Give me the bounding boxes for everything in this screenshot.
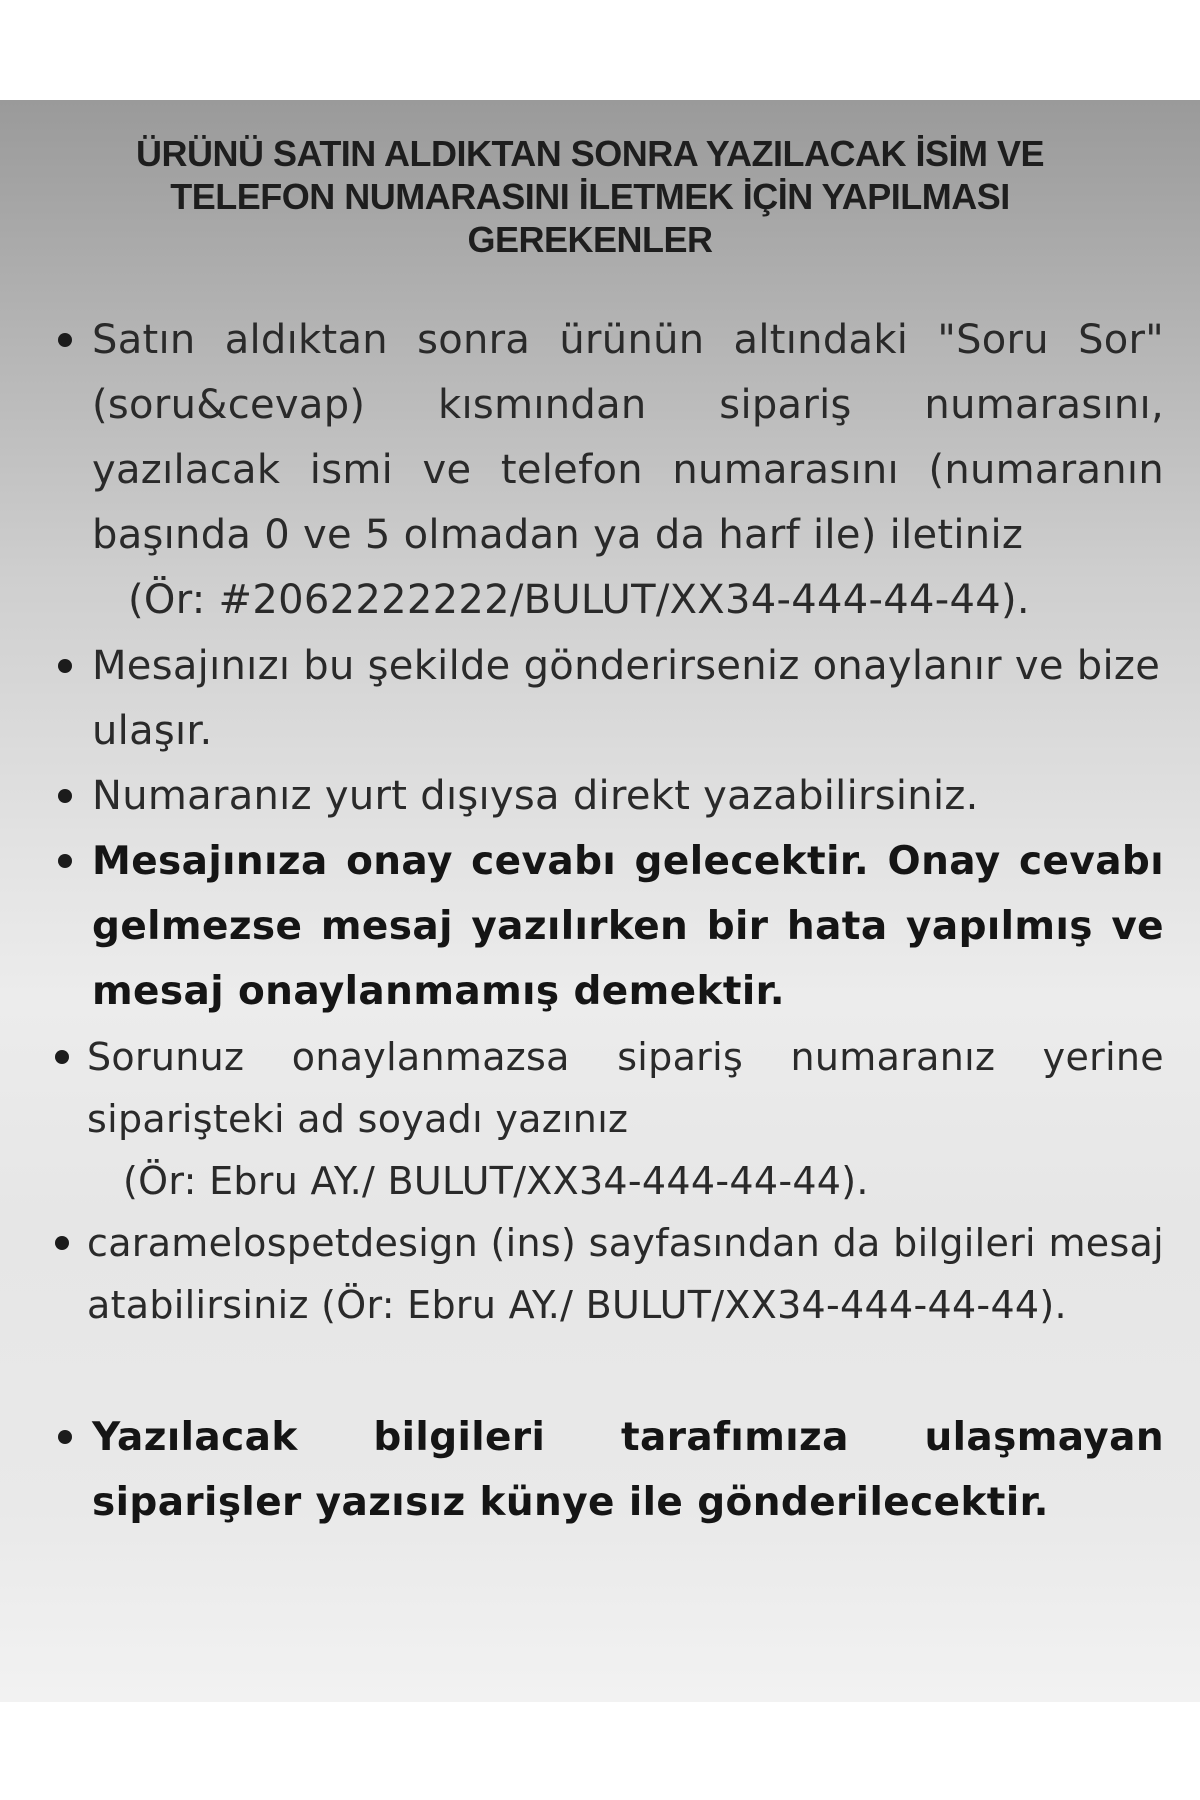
bullet-icon bbox=[58, 789, 72, 803]
list-item-text bbox=[92, 308, 1164, 633]
item-7-text: Yazılacak bilgileri tarafımıza ulaşmayan siparişler yazısız künye ile gönderilecektir. bbox=[92, 1415, 1164, 1525]
item-1-text: Satın aldıktan sonra ürünün altındaki "Soru Sor" (soru&cevap) kısmından sipariş numarasını, yazılacak ismi ve telefon numarasını (numaranın başında 0 ve 5 olmadan ya da harf ile) iletiniz bbox=[92, 317, 1164, 558]
item-4-text: Mesajınıza onay cevabı gelecektir. Onay cevabı gelmezse mesaj yazılırken bir hata yapılmış ve mesaj onaylanmamış demektir. bbox=[92, 839, 1164, 1014]
item-6-text: caramelospetdesign (ins) sayfasından da bilgileri mesaj atabilirsiniz (Ör: Ebru AY./ BULUT/XX34-444-44-44). bbox=[87, 1221, 1164, 1327]
item-5-text: Sorunuz onaylanmazsa sipariş numaranız yerine siparişteki ad soyadı yazınız bbox=[87, 1035, 1164, 1141]
item-3-text: Numaranız yurt dışıysa direkt yazabilirsiniz. bbox=[92, 773, 979, 819]
bullet-icon bbox=[58, 659, 72, 673]
page-title: ÜRÜNÜ SATIN ALDIKTAN SONRA YAZILACAK İSİM VE TELEFON NUMARASINI İLETMEK İÇİN YAPILMASI GEREKENLER bbox=[135, 133, 1045, 260]
bullet-icon bbox=[55, 1236, 69, 1250]
list-item-text bbox=[87, 1026, 1164, 1212]
item-2-text: Mesajınızı bu şekilde gönderirseniz onaylanır ve bize ulaşır. bbox=[92, 643, 1161, 754]
item-1-example: (Ör: #2062222222/BULUT/XX34-444-44-44). bbox=[128, 577, 1030, 623]
bullet-icon bbox=[55, 1050, 69, 1064]
bullet-icon bbox=[58, 1430, 72, 1444]
bullet-icon bbox=[58, 333, 72, 347]
item-5-example: (Ör: Ebru AY./ BULUT/XX34-444-44-44). bbox=[123, 1159, 869, 1203]
info-panel bbox=[0, 100, 1200, 1702]
bullet-icon bbox=[58, 854, 72, 868]
